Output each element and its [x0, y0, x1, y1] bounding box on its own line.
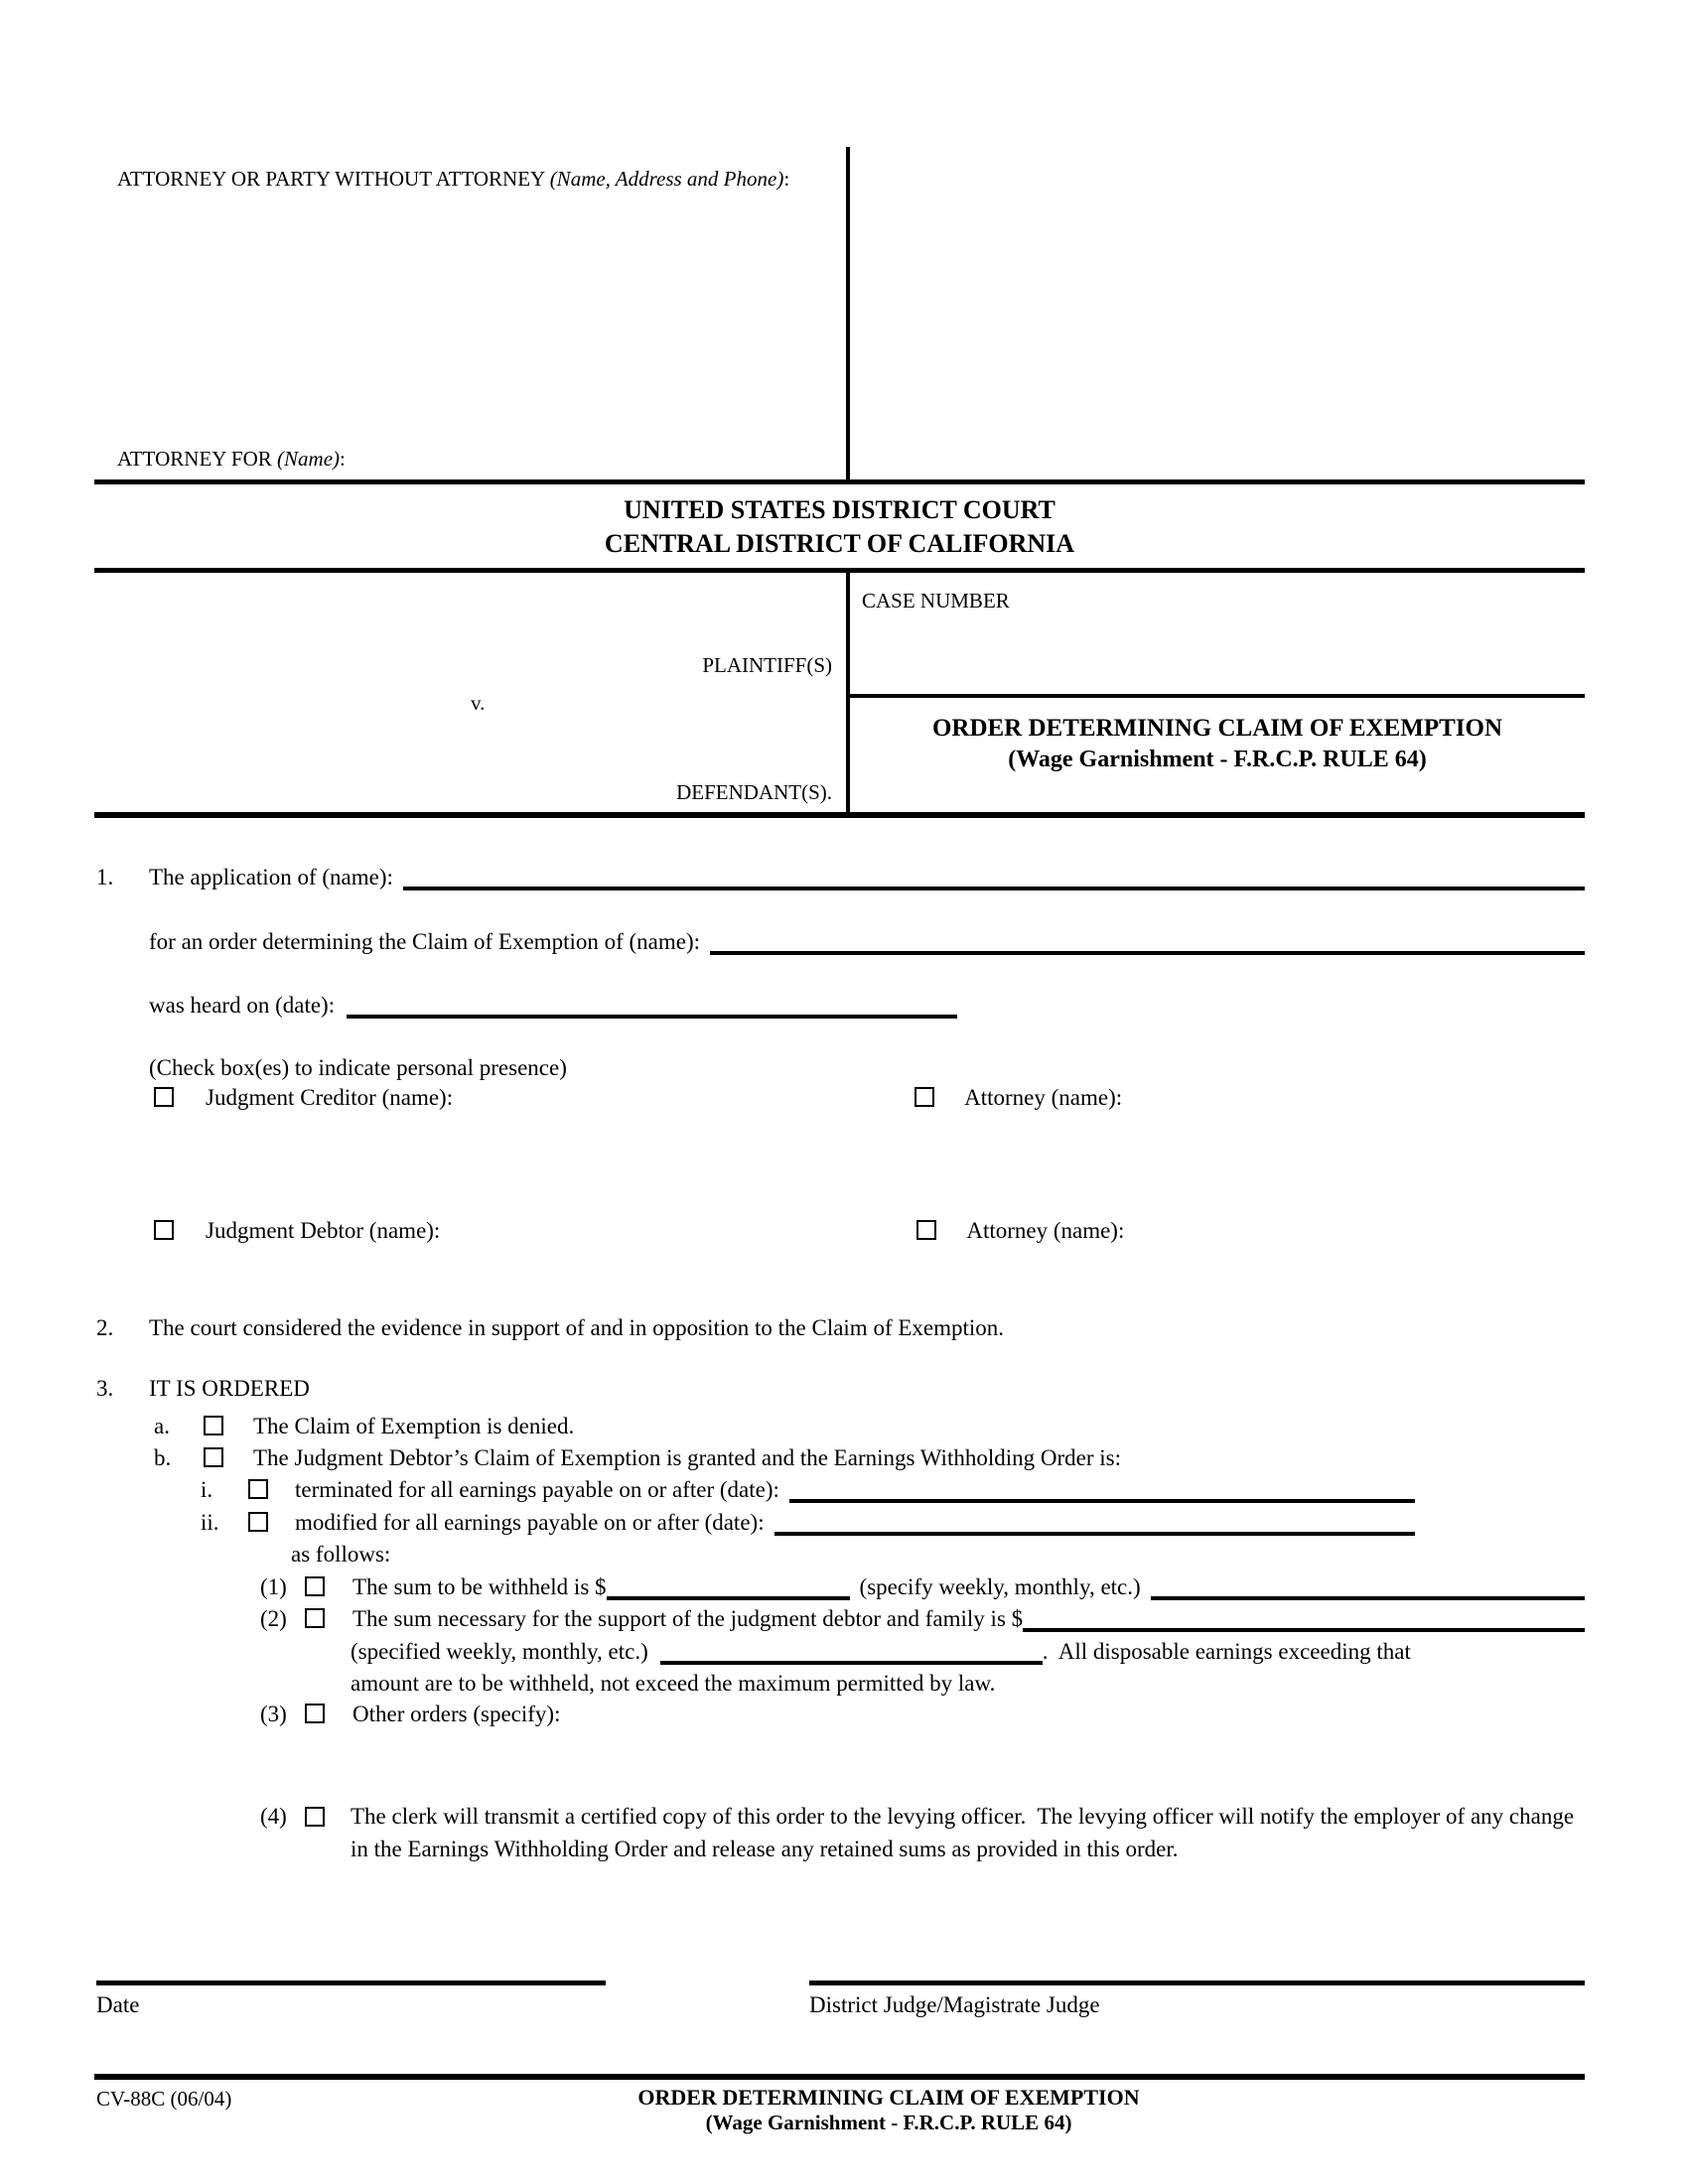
defendant-name-area[interactable] [96, 720, 831, 774]
caption-divider [846, 573, 850, 812]
footer-title-line1: ORDER DETERMINING CLAIM OF EXEMPTION [637, 2085, 1140, 2110]
presence-note: (Check box(es) to indicate personal presence) [149, 1055, 567, 1080]
presence-row-2 [154, 1218, 1585, 1244]
attorney-box-divider [846, 147, 850, 482]
option-a-label: a. [154, 1414, 170, 1438]
support-sum-amount-blank[interactable] [1023, 1628, 1585, 1632]
attorney-for-label: ATTORNEY FOR (Name): [117, 447, 346, 471]
judgment-debtor-checkbox[interactable] [154, 1220, 174, 1240]
option-i-label: i. [201, 1477, 213, 1502]
order-title-line1: ORDER DETERMINING CLAIM OF EXEMPTION [931, 715, 1503, 742]
order-option-i [201, 1477, 1415, 1503]
presence-row-1 [154, 1085, 1585, 1111]
footer-title-line2: (Wage Garnishment - F.R.C.P. RULE 64) [705, 2111, 1072, 2134]
support-frequency-blank[interactable] [660, 1661, 1043, 1665]
versus-label: v. [471, 691, 486, 715]
court-title [94, 493, 1585, 561]
order-item-3 [260, 1702, 560, 1727]
other-orders-area[interactable] [351, 1732, 1582, 1792]
order-title-line2: (Wage Garnishment - F.R.C.P. RULE 64) [1008, 747, 1427, 772]
court-title-line1: UNITED STATES DISTRICT COURT [624, 495, 1055, 524]
item1-number: (1) [260, 1574, 287, 1599]
as-follows-text: as follows: [291, 1542, 391, 1567]
date-signature-line[interactable] [96, 1980, 606, 1985]
exemption-of-line-label: for an order determining the Claim of Exemption of (name): [149, 929, 701, 954]
sum-withheld-frequency-label: (specify weekly, monthly, etc.) [859, 1574, 1141, 1599]
claim-granted-text: The Judgment Debtor’s Claim of Exemption is granted and the Earnings Withholding Order is: [253, 1445, 1121, 1470]
date-label: Date [96, 1992, 140, 2017]
section3-heading [96, 1376, 310, 1402]
option-b-label: b. [154, 1445, 172, 1470]
terminated-checkbox[interactable] [248, 1479, 268, 1499]
debtor-attorney-checkbox[interactable] [916, 1220, 936, 1240]
order-title [850, 713, 1585, 774]
application-line [96, 865, 1585, 890]
support-sum-checkbox[interactable] [305, 1608, 325, 1628]
order-item-1 [260, 1574, 1585, 1600]
item2-number: (2) [260, 1606, 287, 1631]
support-frequency-label: (specified weekly, monthly, etc.) [351, 1639, 648, 1664]
caption-bottom-rule [94, 812, 1585, 818]
heard-on-line [149, 993, 957, 1019]
creditor-attorney-label: Attorney (name): [964, 1085, 1123, 1110]
sum-withheld-text: The sum to be withheld is $ [352, 1574, 607, 1599]
order-option-ii [201, 1510, 1415, 1536]
order-item-2-line2 [351, 1639, 1585, 1665]
exemption-name-blank[interactable] [710, 951, 1585, 955]
judge-signature-line[interactable] [809, 1980, 1585, 1985]
other-orders-checkbox[interactable] [305, 1704, 325, 1723]
application-name-blank[interactable] [403, 887, 1585, 890]
claim-denied-text: The Claim of Exemption is denied. [253, 1414, 575, 1438]
attorney-for-label-paren: (Name) [277, 447, 341, 471]
case-number-label: CASE NUMBER [862, 589, 1010, 613]
section3-number: 3. [96, 1376, 114, 1401]
plaintiff-label: PLAINTIFF(S) [702, 653, 832, 677]
header-rule-top [94, 479, 1585, 484]
support-disposable-text: . All disposable earnings exceeding that [1042, 1639, 1411, 1664]
other-orders-text: Other orders (specify): [352, 1702, 561, 1726]
exemption-of-line [149, 929, 1585, 955]
option-ii-label: ii. [201, 1510, 219, 1535]
order-item-4 [260, 1800, 325, 1833]
debtor-attorney-label: Attorney (name): [966, 1218, 1125, 1243]
terminated-text: terminated for all earnings payable on or after (date): [295, 1477, 779, 1502]
case-number-rule [846, 694, 1585, 698]
header-rule-mid [94, 568, 1585, 573]
section1-number: 1. [96, 865, 114, 889]
application-line-label: The application of (name): [149, 865, 393, 889]
judge-label: District Judge/Magistrate Judge [809, 1992, 1100, 2017]
heard-on-line-label: was heard on (date): [149, 993, 336, 1018]
case-number-value-area[interactable] [862, 615, 1557, 690]
attorney-party-label: ATTORNEY OR PARTY WITHOUT ATTORNEY (Name, Address and Phone): [117, 167, 790, 191]
court-title-line2: CENTRAL DISTRICT OF CALIFORNIA [604, 529, 1075, 558]
clerk-transmit-checkbox[interactable] [305, 1807, 325, 1827]
modified-date-blank[interactable] [774, 1532, 1415, 1536]
judgment-creditor-label: Judgment Creditor (name): [206, 1085, 454, 1110]
modified-text: modified for all earnings payable on or after (date): [295, 1510, 765, 1535]
item4-number: (4) [260, 1804, 287, 1829]
heard-date-blank[interactable] [347, 1015, 957, 1019]
sum-withheld-amount-blank[interactable] [607, 1596, 850, 1600]
sum-withheld-checkbox[interactable] [305, 1576, 325, 1596]
claim-granted-checkbox[interactable] [204, 1447, 223, 1467]
footer-title [194, 2085, 1584, 2135]
judgment-creditor-checkbox[interactable] [154, 1087, 174, 1107]
creditor-attorney-checkbox[interactable] [914, 1087, 934, 1107]
attorney-party-label-text: ATTORNEY OR PARTY WITHOUT ATTORNEY [117, 167, 550, 191]
plaintiff-name-area[interactable] [96, 581, 831, 650]
section2-line [96, 1315, 1004, 1341]
clerk-transmit-text: The clerk will transmit a certified copy of this order to the levying officer. The levying officer will notify the employer of any change in the Earnings Withholding Order and release any retained sums as provided in this order. [351, 1804, 1575, 1861]
judgment-debtor-label: Judgment Debtor (name): [206, 1218, 441, 1243]
order-item-2-line3: amount are to be withheld, not exceed the maximum permitted by law. [351, 1671, 996, 1696]
order-option-b [154, 1445, 1121, 1471]
attorney-info-area[interactable] [117, 199, 832, 427]
modified-checkbox[interactable] [248, 1512, 268, 1532]
terminated-date-blank[interactable] [789, 1499, 1415, 1503]
order-option-a [154, 1414, 574, 1439]
defendant-label: DEFENDANT(S). [676, 780, 832, 804]
item3-number: (3) [260, 1702, 287, 1726]
sum-withheld-frequency-blank[interactable] [1151, 1596, 1585, 1600]
claim-denied-checkbox[interactable] [204, 1416, 223, 1435]
section2-text: The court considered the evidence in support of and in opposition to the Claim of Exemption. [149, 1315, 1005, 1340]
order-item-2 [260, 1606, 1585, 1632]
attorney-party-label-paren: (Name, Address and Phone) [549, 167, 784, 191]
section2-number: 2. [96, 1315, 114, 1340]
footer-rule [94, 2074, 1585, 2080]
form-number: CV-88C (06/04) [96, 2087, 232, 2111]
section3-title: IT IS ORDERED [149, 1376, 310, 1401]
support-sum-text: The sum necessary for the support of the judgment debtor and family is $ [352, 1606, 1024, 1631]
